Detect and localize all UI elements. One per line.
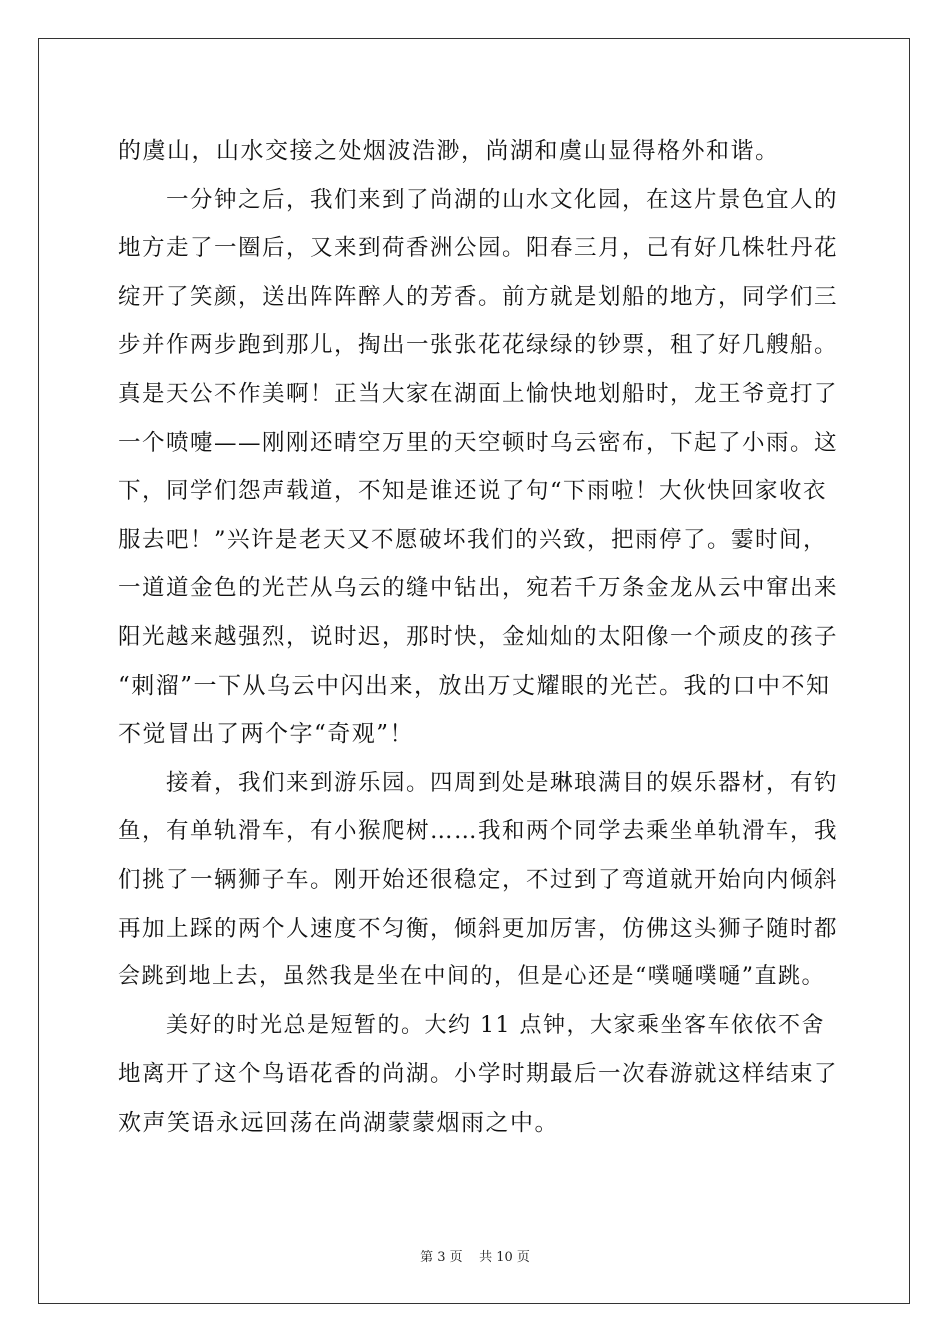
text-line: 一个喷嚏——刚刚还晴空万里的天空顿时乌云密布，下起了小雨。这 [118,429,839,456]
text-line: 步并作两步跑到那儿，掏出一张张花花绿绿的钞票，租了好几艘船。 [118,332,839,359]
paragraph-start-line: 美好的时光总是短暂的。大约 11 点钟，大家乘坐客车依依不舍 [166,1012,825,1038]
text-line: 绽开了笑颜，送出阵阵醉人的芳香。前方就是划船的地方，同学们三 [118,283,839,310]
document-body [118,127,838,1147]
text-line: 服去吧！”兴许是老天又不愿破坏我们的兴致，把雨停了。霎时间， [118,526,828,553]
text-line: “刺溜”一下从乌云中闪出来，放出万丈耀眼的光芒。我的口中不知 [118,672,831,699]
text-line: 再加上踩的两个人速度不匀衡，倾斜更加厉害，仿佛这头狮子随时都 [118,915,839,942]
text-line: 欢声笑语永远回荡在尚湖蒙蒙烟雨之中。 [118,1109,559,1136]
text-line: 地离开了这个鸟语花香的尚湖。小学时期最后一次春游就这样结束了 [118,1061,839,1088]
text-line: 不觉冒出了两个字“奇观”！ [118,721,415,748]
text-line: 会跳到地上去，虽然我是坐在中间的，但是心还是“噗嗵噗嗵”直跳。 [118,964,825,990]
text-line: 的虞山，山水交接之处烟波浩渺，尚湖和虞山显得格外和谐。 [118,138,780,164]
text-line: 下，同学们怨声载道，不知是谁还说了句“下雨啦！大伙快回家收衣 [118,478,828,505]
paragraph-start-line: 一分钟之后，我们来到了尚湖的山水文化园，在这片景色宜人的 [166,186,839,213]
text-line: 一道道金色的光芒从乌云的缝中钻出，宛若千万条金龙从云中窜出来 [118,575,839,602]
text-line: 阳光越来越强烈，说时迟，那时快，金灿灿的太阳像一个顽皮的孩子 [118,623,839,650]
page-number-footer: 第 3 页 共 10 页 [420,1250,530,1265]
text-line: 鱼，有单轨滑车，有小猴爬树……我和两个同学去乘坐单轨滑车，我 [118,818,839,845]
text-line: 地方走了一圈后，又来到荷香洲公园。阳春三月，己有好几株牡丹花 [118,235,839,262]
paragraph-start-line: 接着，我们来到游乐园。四周到处是琳琅满目的娱乐器材，有钓 [166,769,839,796]
text-line: 们挑了一辆狮子车。刚开始还很稳定，不过到了弯道就开始向内倾斜 [118,866,839,893]
text-line: 真是天公不作美啊！正当大家在湖面上愉快地划船时，龙王爷竟打了 [118,380,839,407]
